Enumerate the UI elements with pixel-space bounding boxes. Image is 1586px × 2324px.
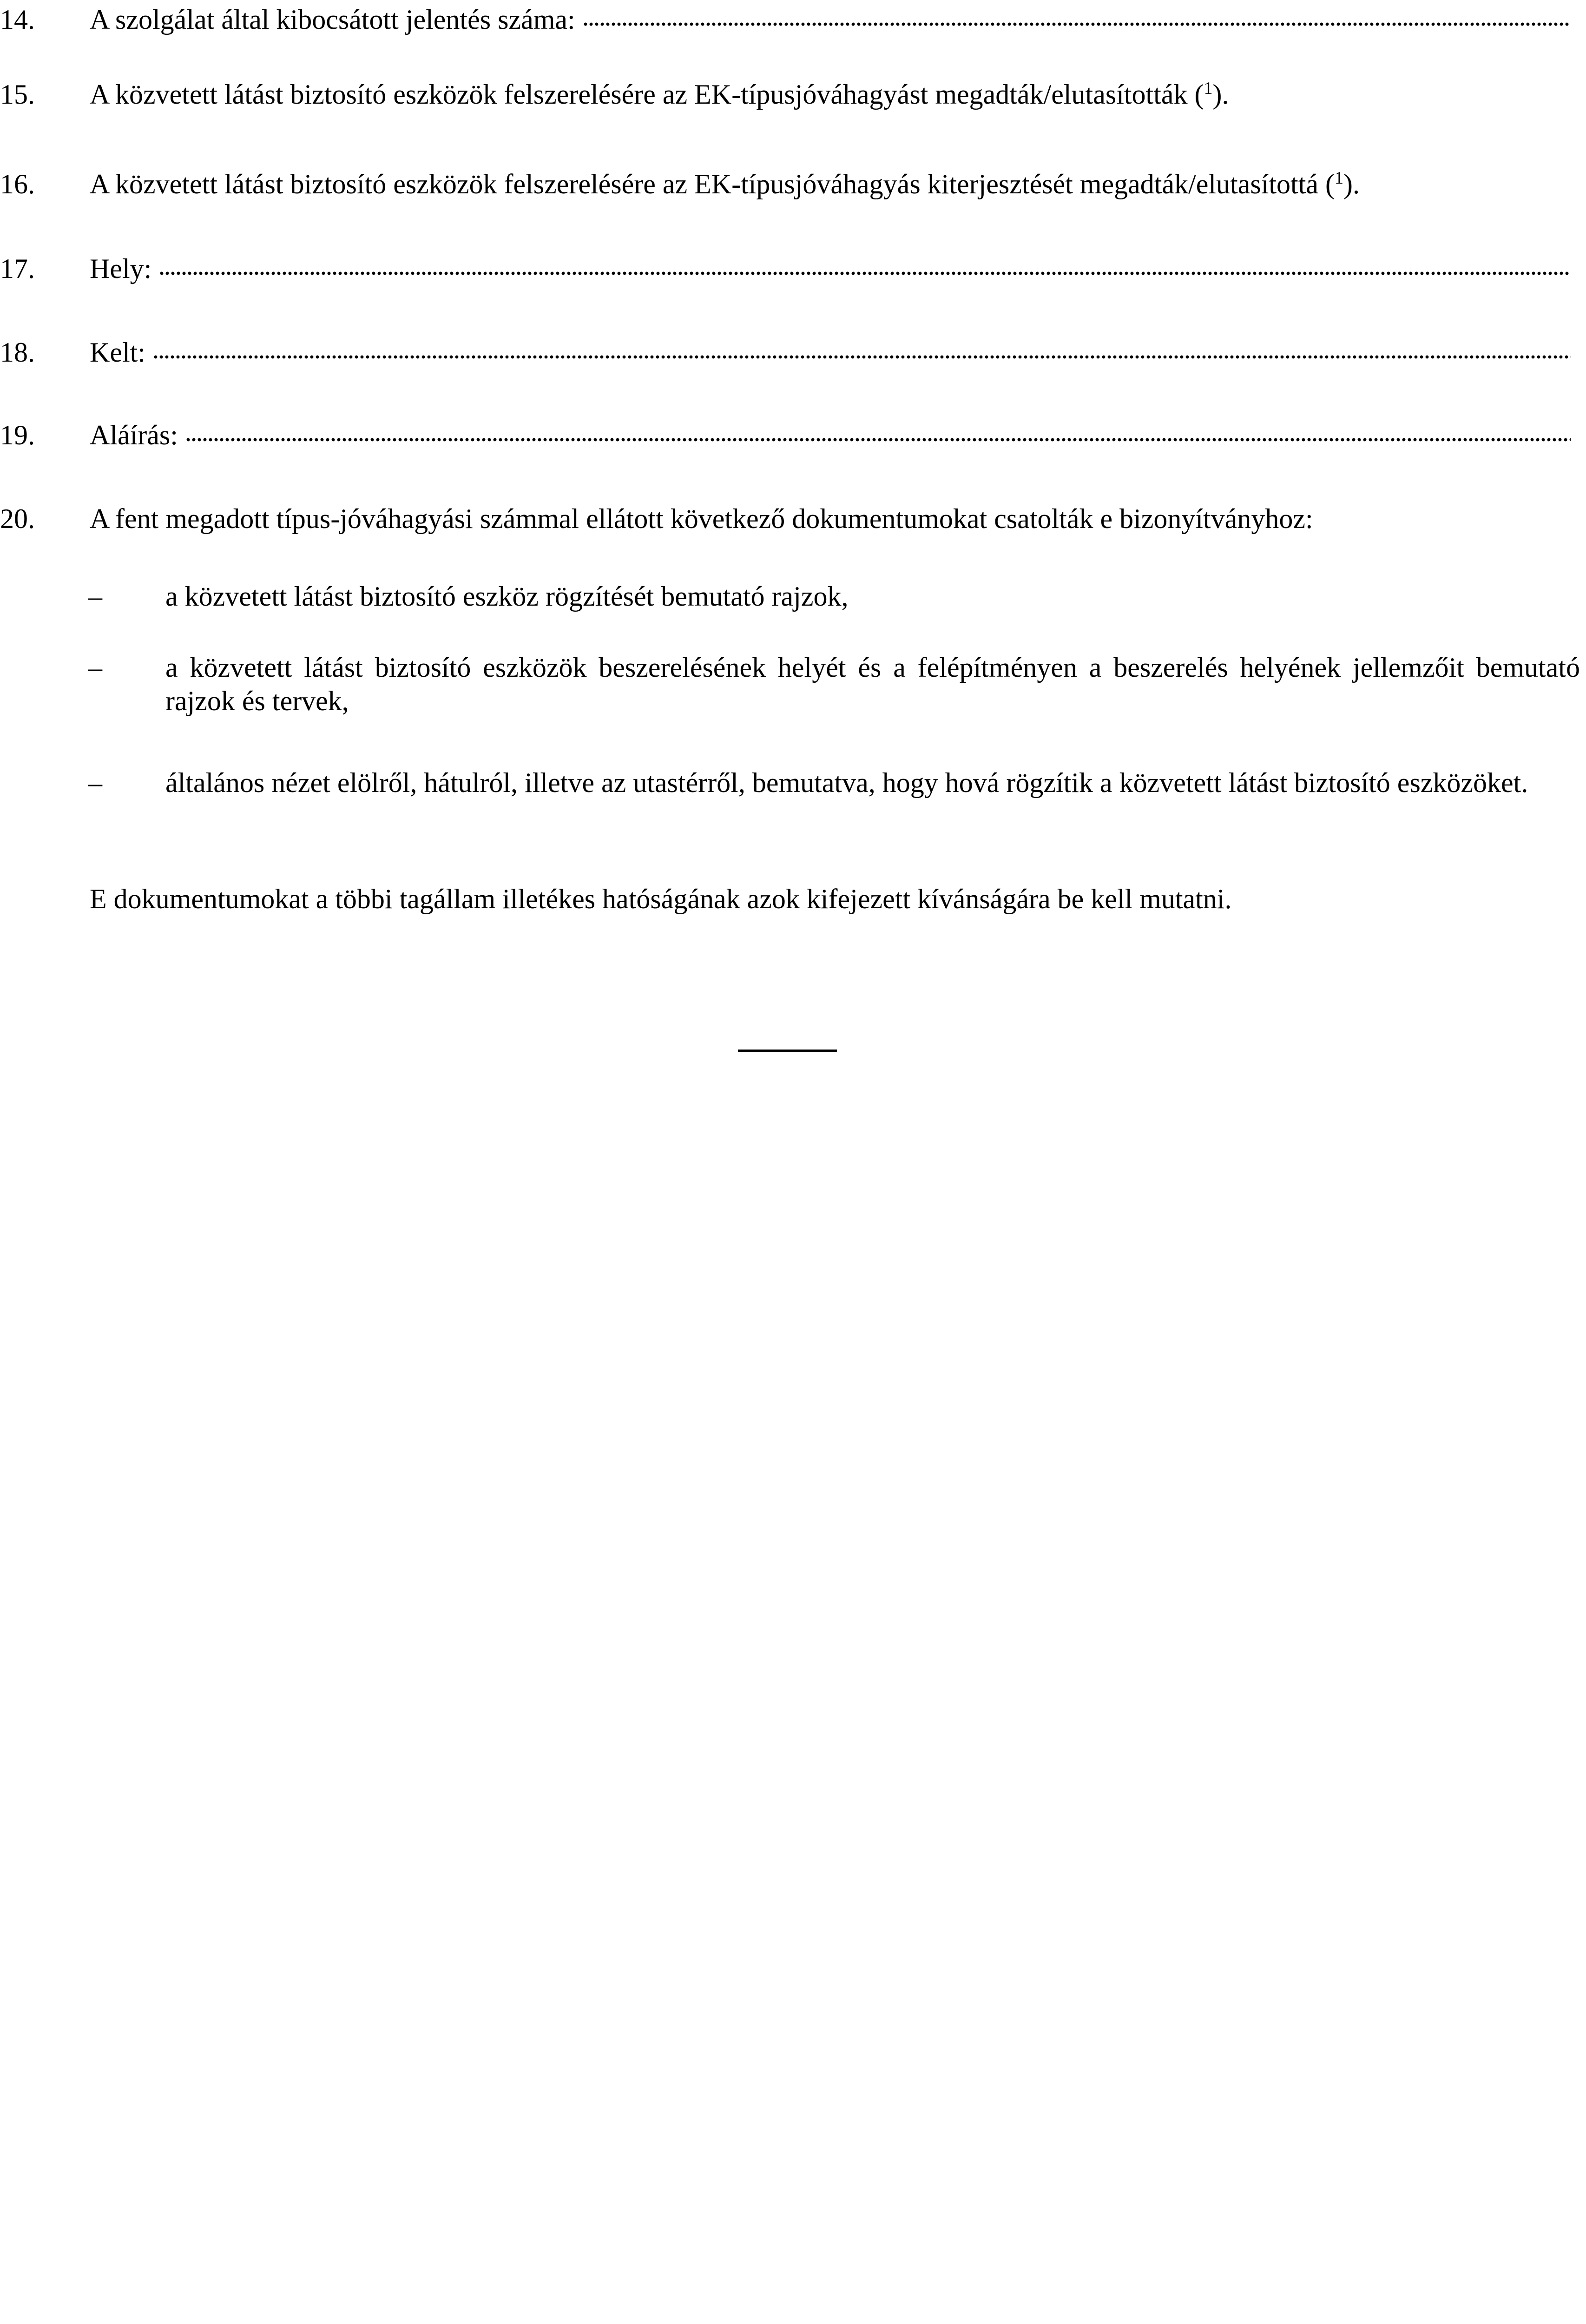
list-item-text: a közvetett látást biztosító eszközök beszerelésének helyét és a felépítményen a beszerelés helyének jellemzőit bemutató rajzok és tervek, xyxy=(165,652,1580,716)
item-number: 17. xyxy=(0,253,35,284)
dotted-leader xyxy=(185,437,1571,442)
footnote-reference[interactable]: 1 xyxy=(1335,168,1343,188)
item-text: A fent megadott típus-jóváhagyási számmal ellátott következő dokumentumokat csatolták e bizonyítványhoz: xyxy=(90,503,1313,534)
item-number: 20. xyxy=(0,503,35,534)
item-text: Hely: xyxy=(90,253,152,284)
dash-bullet: – xyxy=(88,652,102,683)
closing-paragraph: E dokumentumokat a többi tagállam illetékes hatóságának azok kifejezett kívánságára be kell mutatni. xyxy=(90,884,1232,914)
item-text: A közvetett látást biztosító eszközök felszerelésére az EK-típusjóváhagyást megadták/elutasították ( xyxy=(90,79,1204,110)
dash-bullet: – xyxy=(88,767,102,798)
item-text: A közvetett látást biztosító eszközök felszerelésére az EK-típusjóváhagyás kiterjesztését megadták/elutasítottá ( xyxy=(90,169,1335,199)
item-text: Kelt: xyxy=(90,337,145,368)
list-item-text: a közvetett látást biztosító eszköz rögzítését bemutató rajzok, xyxy=(165,581,849,612)
dotted-leader xyxy=(153,354,1571,360)
item-number: 19. xyxy=(0,420,35,450)
item-number: 15. xyxy=(0,79,35,110)
item-text-end: ). xyxy=(1343,169,1360,199)
item-text: Aláírás: xyxy=(90,420,178,450)
item-number: 14. xyxy=(0,4,35,35)
item-text: A szolgálat által kibocsátott jelentés száma: xyxy=(90,4,575,35)
item-text-end: ). xyxy=(1212,79,1229,110)
dash-bullet: – xyxy=(88,581,102,612)
footnote-reference[interactable]: 1 xyxy=(1204,79,1213,98)
list-item-text: általános nézet elölről, hátulról, illetve az utastérről, bemutatva, hogy hová rögzítik a közvetett látást biztosító eszközöket. xyxy=(165,767,1528,798)
item-number: 16. xyxy=(0,169,35,199)
dotted-leader xyxy=(583,21,1571,27)
item-number: 18. xyxy=(0,337,35,368)
dotted-leader xyxy=(159,271,1571,276)
section-separator xyxy=(738,1050,837,1052)
